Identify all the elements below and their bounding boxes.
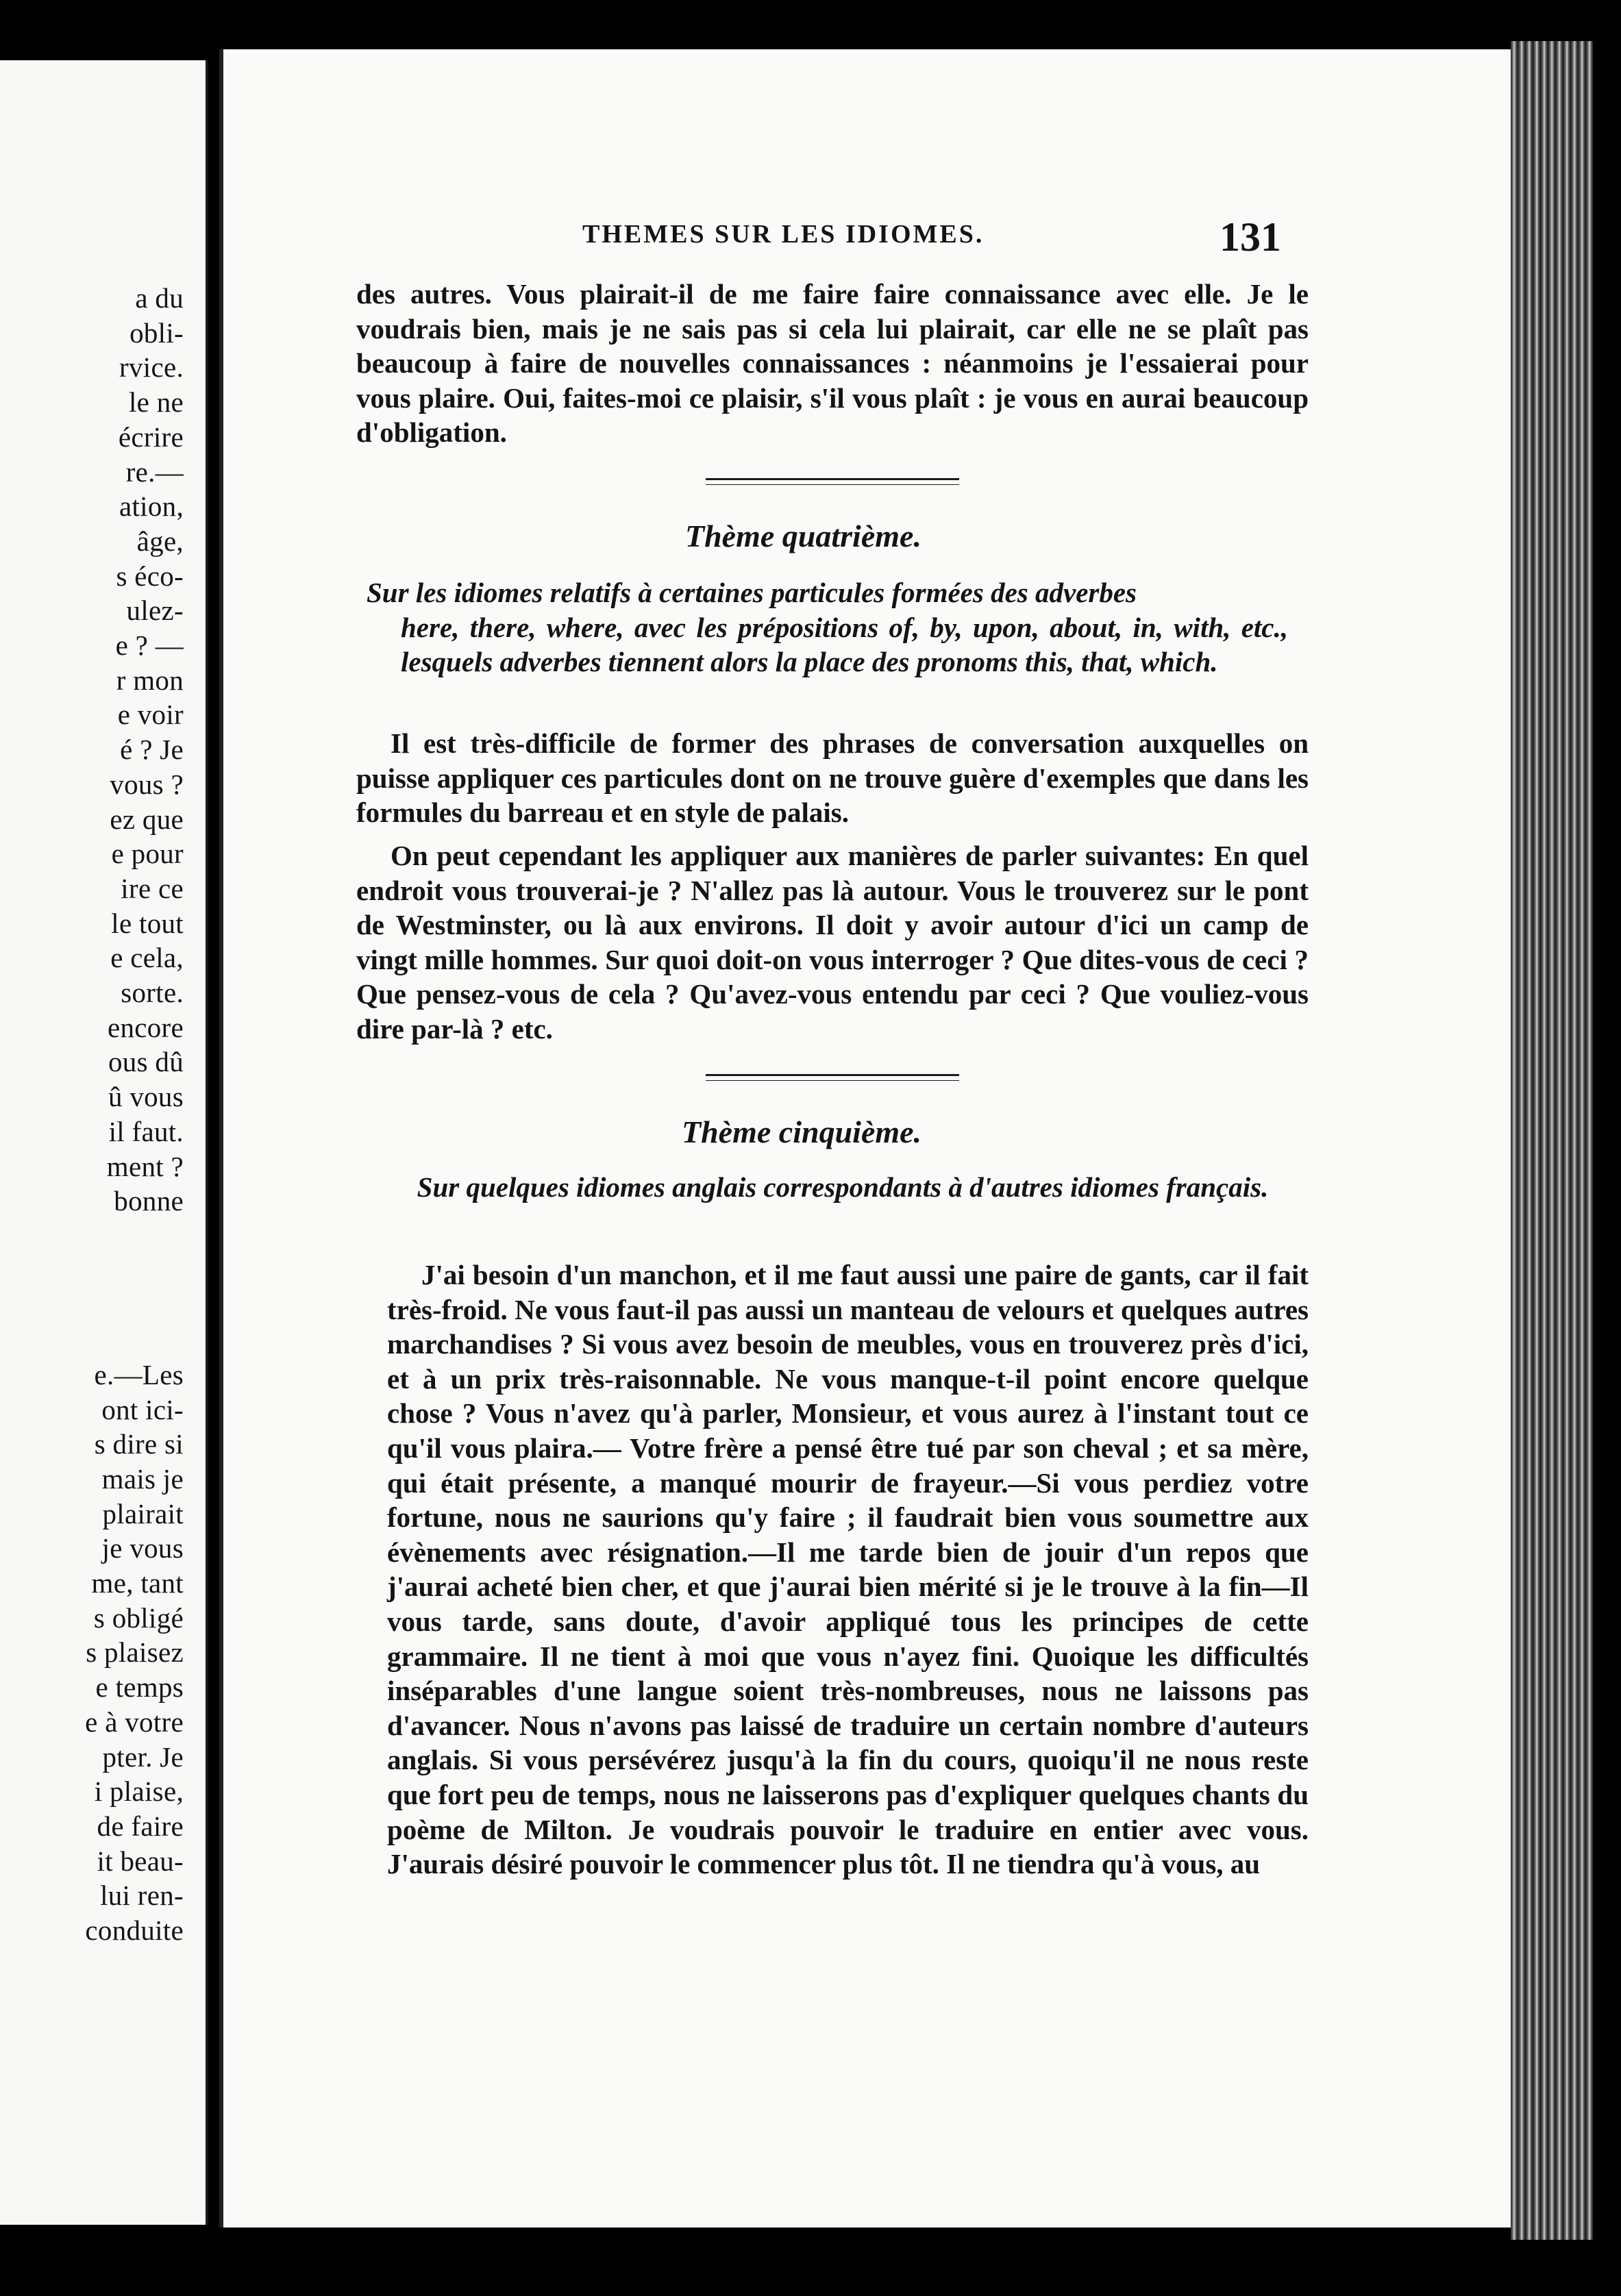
theme-4-subtitle	[367, 575, 1288, 679]
left-page-line: obli-	[129, 316, 184, 349]
left-facing-page	[0, 60, 208, 2225]
theme-4-subtitle-lead: Sur les idiomes relatifs à certaines particules formées des adverbes	[367, 577, 1137, 608]
left-page-line: s éco-	[116, 560, 184, 592]
left-page-line: vous ?	[110, 768, 184, 800]
left-page-line: bonne	[114, 1185, 184, 1217]
book-page-edges	[1511, 41, 1593, 2240]
left-page-line: le ne	[128, 386, 184, 419]
running-head: THEMES SUR LES IDIOMES.	[582, 220, 985, 249]
left-page-line: conduite	[85, 1914, 184, 1947]
left-page-line	[0, 1288, 184, 1323]
left-page-line: é ? Je	[120, 734, 184, 766]
left-page-line	[0, 1219, 184, 1253]
theme-5-title: Thème cinquième.	[682, 1114, 922, 1149]
left-page-line: ont ici-	[101, 1393, 184, 1425]
left-page-line: ez que	[110, 803, 184, 835]
left-page-line: écrire	[118, 421, 184, 453]
left-page-line: le tout	[111, 907, 184, 939]
left-page-line: ulez-	[126, 595, 184, 627]
left-page-line: û vous	[108, 1081, 184, 1113]
left-page-text	[0, 281, 184, 1948]
left-page-line: a du	[135, 282, 184, 314]
page-number: 131	[1220, 214, 1281, 260]
left-page-line: je vous	[101, 1532, 184, 1564]
left-page-line: s obligé	[93, 1601, 184, 1634]
page-header	[582, 214, 1295, 260]
left-page-line: plairait	[102, 1497, 184, 1530]
left-page-line: âge,	[136, 525, 184, 557]
left-page-line: ment ?	[106, 1150, 184, 1182]
left-page-line: re.—	[125, 456, 184, 488]
left-page-line: e temps	[95, 1671, 184, 1704]
left-page-line: pter. Je	[102, 1740, 184, 1773]
left-page-line: e voir	[117, 699, 184, 731]
left-page-line: e cela,	[110, 942, 184, 974]
section-divider	[706, 478, 959, 485]
left-page-line: e à votre	[85, 1706, 184, 1738]
left-page-line: me, tant	[91, 1567, 184, 1599]
left-page-line: sorte.	[121, 977, 184, 1009]
theme-4-title: Thème quatrième.	[685, 519, 921, 553]
theme-5-paragraph: J'ai besoin d'un manchon, et il me faut aussi une paire de gants, car il fait très-froid. Ne vous faut-il pas aussi un manteau de velours et quelques autres marchandises ? Si vous avez besoin de meubles, vous en trouverez près d'ici, et à un prix très-raisonnable. Ne vous manque-t-il point encore quelque chose ? Vous n'avez qu'à parler, Monsieur, et vous aurez à l'instant tout ce qu'il vous plaira.— Votre frère a pensé être tué par son cheval ; et sa mère, qui était présente, a manqué mourir de frayeur.—Si vous perdiez votre fortune, nous ne saurions qu'y faire ; il faudrait bien vous soumettre aux évènements avec résignation.—Il me tarde bien de jouir d'un repos que j'aurai acheté bien cher, et que j'aurai bien mérité si je le trouve à la fin—Il vous tarde, sans doute, d'avoir appliqué tous les principes de cette grammaire. Il ne tient à moi que vous n'ayez fini. Quoique les difficultés inséparables d'une langue soient très-nombreuses, nous ne laissons pas d'avancer. Nous n'avons pas laissé de traduire un certain nombre d'auteurs anglais. Si vous persévérez jusqu'à la fin du cours, quoiqu'il ne nous reste que fort peu de temps, nous ne laisserons pas d'expliquer quelques chants du poème de Milton. Je voudrais pouvoir le traduire en entier avec vous. J'aurais désiré pouvoir le commencer plus tôt. Il ne tiendra qu'à vous, au	[387, 1259, 1309, 1880]
theme-4-paragraph-1: Il est très-difficile de former des phrases de conversation auxquelles on puisse appliquer ces particules dont on ne trouve guère d'exemples que dans les formules du barreau et en style de palais.	[356, 727, 1309, 829]
left-page-line: ation,	[119, 490, 184, 523]
left-page-line	[0, 1323, 184, 1358]
left-page-line: s dire si	[94, 1428, 184, 1460]
left-page-line: ous dû	[108, 1046, 184, 1078]
left-page-line: e ? —	[115, 629, 184, 662]
intro-paragraph: des autres. Vous plairait-il de me faire faire connaissance avec elle. Je le voudrais bien, mais je ne sais pas si cela lui plairait, car elle ne se plaît pas beaucoup à faire de nouvelles connaissances : néanmoins je l'essaierai pour vous plaire. Oui, faites-moi ce plaisir, s'il vous plaît : je vous en aurai beaucoup d'obligation.	[356, 278, 1309, 449]
theme-4-subtitle-rest: here, there, where, avec les prépositions of, by, upon, about, in, with, etc., lesquels adverbes tiennent alors la place des pronoms this, that, which.	[401, 611, 1288, 678]
left-page-line: e.—Les	[94, 1358, 184, 1390]
left-page-line: lui ren-	[100, 1880, 184, 1912]
theme-5-subtitle: Sur quelques idiomes anglais correspondants à d'autres idiomes français.	[417, 1171, 1269, 1203]
theme-4-paragraph-2: On peut cependant les appliquer aux manières de parler suivantes: En quel endroit vous trouverai-je ? N'allez pas là autour. Vous le trouverez sur le pont de Westminster, ou là aux environs. Il doit y avoir autour d'ici un camp de vingt mille hommes. Sur quoi doit-on vous interroger ? Que dites-vous de ceci ? Que pensez-vous de cela ? Qu'avez-vous entendu par ceci ? Que vouliez-vous dire par-là ? etc.	[356, 840, 1309, 1045]
section-divider	[706, 1074, 959, 1081]
left-page-line: rvice.	[119, 351, 184, 384]
left-page-line: encore	[107, 1011, 184, 1043]
left-page-line: i plaise,	[94, 1775, 184, 1808]
left-page-line: mais je	[101, 1462, 184, 1495]
left-page-line: de faire	[97, 1810, 184, 1842]
left-page-line: s plaisez	[86, 1636, 184, 1669]
left-page-line	[0, 1253, 184, 1288]
left-page-line: e pour	[111, 838, 184, 870]
left-page-line: r mon	[116, 664, 184, 696]
left-page-line: ire ce	[121, 872, 184, 904]
left-page-line: it beau-	[97, 1845, 184, 1877]
left-page-line: il faut.	[108, 1115, 184, 1147]
